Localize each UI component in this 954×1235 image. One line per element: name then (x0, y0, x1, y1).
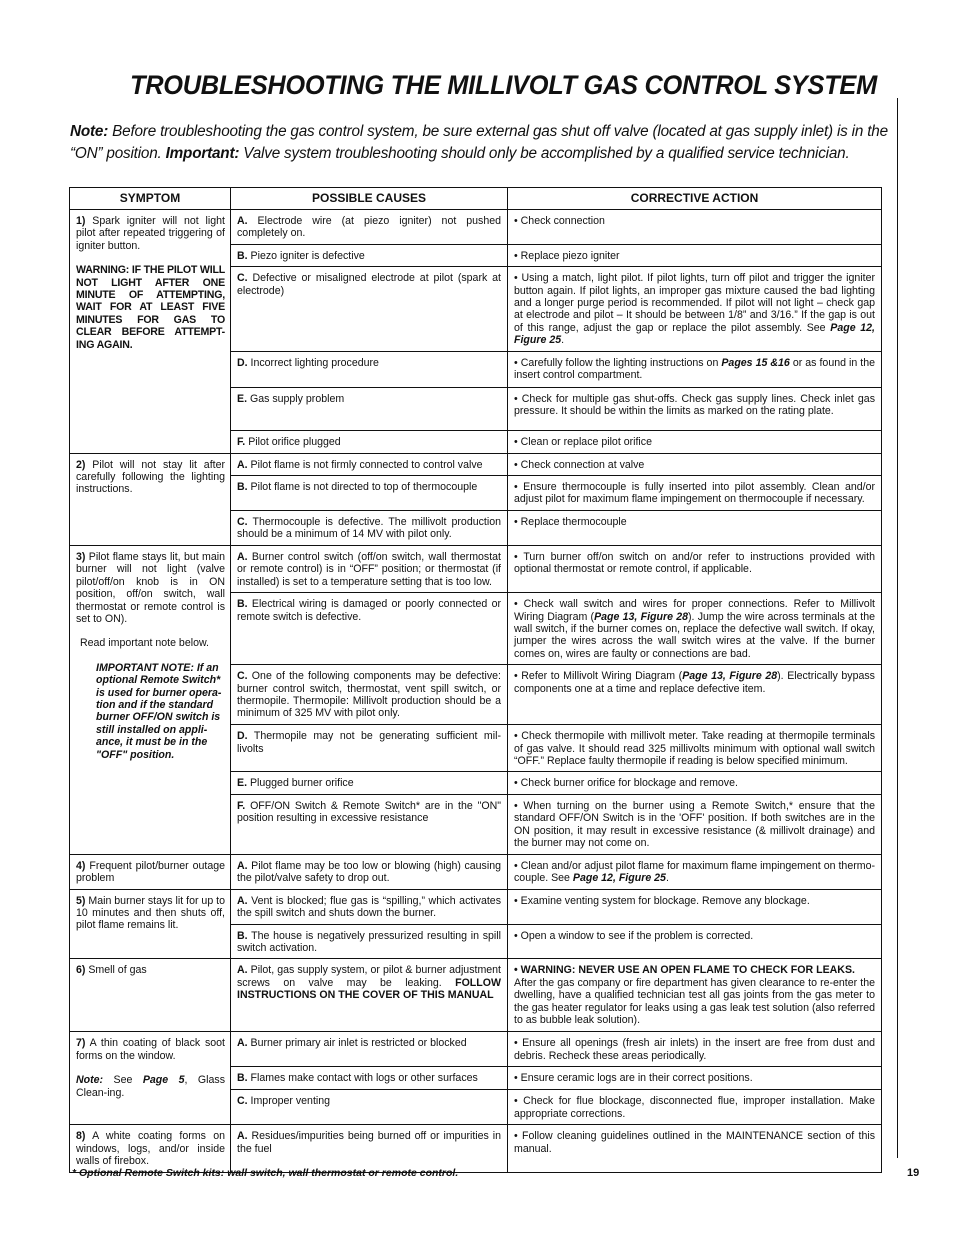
cause-letter: F. (237, 435, 246, 448)
cause-letter: D. (237, 730, 248, 743)
action-text: • Refer to Millivolt Wiring Diagram ( (514, 670, 683, 683)
cause-letter: B. (237, 929, 248, 942)
table-row (70, 854, 882, 889)
symptom-number: 3) (76, 550, 86, 563)
pilot-warning: WARNING: IF THE PILOT WILL NOT LIGHT AFTER ONE MINUTE OF ATTEMPTING, WAIT FOR AT LEAST FIVE MINUTES FOR GAS TO CLEAR BEFORE ATTEMPT-ING AGAIN. (76, 264, 225, 351)
cause-letter: B. (237, 598, 248, 611)
table-header-row (70, 188, 882, 210)
cause-cell (231, 1090, 508, 1125)
header-possible-causes: POSSIBLE CAUSES (231, 188, 508, 210)
page-reference: Page 13, Figure 28 (682, 670, 778, 683)
action-text: • Using a match, light pilot. If pilot lights, turn off pilot and trigger the igniter button again. If pilot lights, an improper gas mixture caused the bad lighting and a longer purge period is recommended. If pilot will not light – check gap at electrode and pilot – It should be between 1/8” and 3/16.” If the gap is out of this range, adjust the gap or replace the pilot assembly. See (514, 272, 875, 334)
cause-cell (231, 1032, 508, 1067)
header-corrective-action: CORRECTIVE ACTION (508, 188, 882, 210)
symptom-text: Spark igniter will not light pilot after repeated triggering of igniter button. (76, 215, 225, 252)
troubleshooting-table (69, 187, 882, 1173)
cause-text: Pilot flame is not directed to top of thermocouple (247, 481, 478, 494)
action-text: • Carefully follow the lighting instructions on (514, 356, 722, 369)
action-cell (508, 351, 882, 387)
cause-letter: B. (237, 1072, 248, 1085)
cause-text: Incorrect lighting procedure (247, 356, 379, 369)
action-cell (508, 854, 882, 889)
action-cell (508, 545, 882, 592)
cause-cell (231, 430, 508, 453)
cause-text: Burner primary air inlet is restricted or blocked (247, 1037, 467, 1050)
cause-text: Electrical wiring is damaged or poorly connected or remote switch is defective. (237, 598, 501, 623)
symptom-text: Pilot will not stay lit after carefully following the lighting instructions. (76, 458, 225, 496)
cause-cell (231, 725, 508, 772)
action-text: • Open a window to see if the problem is corrected. (514, 929, 754, 942)
cause-text: The house is negatively pressurized resulting in spill switch activation. (237, 929, 501, 954)
symptom-text: Main burner stays lit for up to 10 minutes and then shuts off, pilot flame remains lit. (76, 894, 225, 932)
cause-letter: A. (237, 964, 248, 977)
cause-cell (231, 1125, 508, 1172)
symptom-text: A white coating forms on windows, logs, and/or inside walls of firebox. (76, 1130, 225, 1168)
symptom-text: Pilot flame stays lit, but main burner will not light (valve pilot/off/on knob is in ON position, off/on switch, wall thermostat or remote control is set to ON). (76, 550, 225, 625)
symptom-cell-2 (70, 453, 231, 545)
note-label: Note: (76, 1074, 104, 1087)
action-cell (508, 210, 882, 245)
cause-text: Plugged burner orifice (247, 777, 354, 790)
cause-text: Improper venting (247, 1095, 331, 1108)
cause-text: Burner control switch (off/on switch, wall thermostat or remote control) is in “OFF” position; or thermostat (if installed) is set to a temperature setting that is too low. (237, 550, 501, 588)
cause-cell (231, 794, 508, 854)
page-reference: Pages 15 &16 (721, 356, 790, 369)
symptom-number: 6) (76, 964, 86, 977)
cause-text: Electrode wire (at piezo igniter) not pushed completely on. (237, 215, 501, 240)
cause-letter: C. (237, 272, 248, 285)
cause-letter: E. (237, 777, 248, 790)
symptom-cell-6 (70, 959, 231, 1032)
symptom-number: 1) (76, 215, 86, 227)
cause-letter: E. (237, 392, 248, 405)
action-text-post: or as found in the insert control compartment. (514, 356, 875, 382)
action-text: • Check thermopile with millivolt meter. Take reading at thermopile terminals of gas valve. It should read 325 millivolts minimum with optional wall switch “OFF.” Replace faulty thermopile if reading is below specified minimum. (514, 730, 875, 767)
symptom-note (76, 1074, 225, 1099)
cause-cell (231, 889, 508, 924)
action-cell (508, 889, 882, 924)
table-row (70, 545, 882, 592)
action-text: After the gas company or fire department has given clearance to re-enter the dwelling, have a qualified technician test all gas joints from the gas meter to the gas heater regulator for leaks using a gas leak test solution (also referred to as bubble leak solution). (514, 976, 875, 1026)
symptom-cell-4 (70, 854, 231, 889)
right-margin-rule (897, 98, 898, 1158)
cause-cell (231, 387, 508, 430)
cause-letter: A. (237, 215, 248, 227)
symptom-number: 2) (76, 458, 86, 471)
cause-text: Pilot orifice plugged (245, 435, 341, 448)
cause-cell (231, 267, 508, 351)
cause-cell (231, 351, 508, 387)
symptom-cell-3 (70, 545, 231, 854)
cause-text: Flames make contact with logs or other surfaces (247, 1072, 478, 1085)
action-text-post: ). Jump the wire across terminals at the wall switch, if the burner comes on, replace the defective wall switch. If okay, jumper the wires across the wall switch wires at the valve. If the burner comes on, wires are faulty or connections are bad. (514, 610, 875, 660)
action-cell (508, 1067, 882, 1090)
table-row (70, 1125, 882, 1172)
note-text: See (103, 1074, 143, 1087)
action-text-post: . (665, 872, 669, 885)
cause-letter: B. (237, 249, 248, 262)
symptom-number: 5) (76, 894, 86, 907)
action-cell (508, 593, 882, 665)
symptom-number: 4) (76, 859, 86, 872)
symptom-text: A thin coating of black soot forms on the window. (76, 1037, 225, 1062)
cause-text: Thermocouple is defective. The millivolt production should be a minimum of 14 MV with pilot only. (237, 515, 501, 541)
action-cell (508, 794, 882, 854)
action-text: • Replace piezo igniter (514, 249, 620, 262)
page-number: 19 (907, 1167, 920, 1179)
cause-cell (231, 476, 508, 511)
action-text-post: ). Electrically bypass components one at a time and replace defective item. (514, 670, 875, 695)
symptom-number: 8) (76, 1130, 86, 1143)
cause-cell (231, 593, 508, 665)
action-text: • Replace thermocouple (514, 515, 627, 528)
action-cell (508, 1125, 882, 1172)
cause-letter: A. (237, 894, 248, 907)
table-row (70, 959, 882, 1032)
cause-text: One of the following components may be defective: burner control switch, thermostat, vent spill switch, or thermopile. Thermopile: Millivolt production should be a minimum of 325 MV with pilot only. (237, 670, 501, 720)
symptom-cell-1 (70, 210, 231, 454)
cause-text: Defective or misaligned electrode at pilot (spark at electrode) (237, 272, 501, 297)
note-text-post: , Glass Clean-ing. (76, 1074, 225, 1099)
action-text: • Ensure thermocouple is fully inserted into pilot assembly. Clean and/or adjust pilot for maximum flame impingement on thermocouple if necessary. (514, 481, 875, 506)
cause-text: Residues/impurities being burned off or impurities in the fuel (237, 1130, 501, 1155)
important-label: Important: (165, 145, 240, 162)
action-text: • Follow cleaning guidelines outlined in the MAINTENANCE section of this manual. (514, 1130, 875, 1155)
action-text: • Clean and/or adjust pilot flame for maximum flame impingement on thermo-couple. See (514, 859, 875, 885)
page-reference: Page 12, Figure 25 (572, 872, 666, 885)
header-symptom: SYMPTOM (70, 188, 231, 210)
cause-cell (231, 924, 508, 959)
footnote: * Optional Remote Switch kits: wall switch, wall thermostat or remote control. (72, 1167, 459, 1179)
cause-cell (231, 854, 508, 889)
action-text: • Turn burner off/on switch on and/or refer to instructions provided with optional thermostat or remote control, if applicable. (514, 550, 875, 576)
cause-text: Thermopile may not be generating sufficient mil-livolts (237, 730, 501, 755)
action-text: • Examine venting system for blockage. Remove any blockage. (514, 894, 810, 907)
cause-text: Piezo igniter is defective (247, 249, 365, 262)
cause-cell (231, 1067, 508, 1090)
symptom-text: Smell of gas (85, 964, 147, 977)
action-text: • Check connection at valve (514, 458, 645, 471)
action-text: • Ensure ceramic logs are in their correct positions. (514, 1072, 753, 1085)
action-text-post: . (561, 334, 565, 347)
cause-letter: A. (237, 1130, 248, 1143)
cause-letter: F. (237, 799, 246, 812)
action-text: • When turning on the burner using a Remote Switch,* ensure that the standard OFF/ON Switch is in the 'OFF' position. If both switches are in the ON position, it may result in excessive resistance (& millivolt drainage) and the burner may not come on. (514, 799, 875, 849)
cause-text: Gas supply problem (247, 392, 345, 405)
action-text: • Ensure all openings (fresh air inlets) in the insert are free from dust and debris. Recheck these areas periodically. (514, 1037, 875, 1062)
action-cell (508, 267, 882, 351)
cause-letter: A. (237, 1037, 248, 1050)
table-row (70, 210, 882, 245)
action-cell (508, 387, 882, 430)
action-cell (508, 924, 882, 959)
cause-letter: C. (237, 1095, 248, 1108)
cause-cell (231, 210, 508, 245)
page-title: TROUBLESHOOTING THE MILLIVOLT GAS CONTROL SYSTEM (130, 70, 877, 100)
symptom-cell-7 (70, 1032, 231, 1125)
symptom-cell-8 (70, 1125, 231, 1172)
table-row (70, 889, 882, 924)
action-cell (508, 1090, 882, 1125)
page-reference: Page 5 (142, 1074, 185, 1087)
important-note-remote-switch: IMPORTANT NOTE: If an optional Remote Switch* is used for burner opera-tion and if the standard burner OFF/ON switch is still installed on appli-ance, it must be in the "OFF" position. (96, 661, 222, 761)
symptom-cell-5 (70, 889, 231, 959)
intro-note (70, 121, 890, 165)
action-cell (508, 244, 882, 266)
cause-letter: A. (237, 550, 248, 563)
cause-text: OFF/ON Switch & Remote Switch* are in the "ON" position resulting in excessive resistance (237, 799, 501, 825)
page-reference: Page 12, Figure 25 (514, 321, 875, 347)
cause-bold-text: FOLLOW INSTRUCTIONS ON THE COVER OF THIS MANUAL (237, 976, 501, 1002)
cause-text: Pilot, gas supply system, or pilot & burner adjustment screws on valve may be leaking. (237, 964, 501, 989)
important-text: Valve system troubleshooting should only be accomplished by a qualified service technician. (239, 145, 850, 162)
cause-letter: B. (237, 481, 248, 494)
symptom-number: 7) (76, 1037, 86, 1050)
action-text: • Clean or replace pilot orifice (514, 435, 652, 448)
action-cell (508, 1032, 882, 1067)
cause-cell (231, 244, 508, 266)
action-text: • Check wall switch and wires for proper connections. Refer to Millivolt Wiring Diagram ( (514, 598, 875, 623)
action-cell (508, 665, 882, 725)
leak-warning: • WARNING: NEVER USE AN OPEN FLAME TO CHECK FOR LEAKS. (514, 964, 855, 977)
cause-letter: D. (237, 356, 248, 369)
cause-cell (231, 959, 508, 1032)
cause-cell (231, 453, 508, 475)
action-text: • Check connection (514, 215, 605, 227)
page-reference: Page 13, Figure 28 (594, 610, 689, 623)
cause-cell (231, 772, 508, 794)
cause-text: Pilot flame may be too low or blowing (high) causing the pilot/valve safety to drop out. (237, 859, 501, 885)
cause-letter: A. (237, 859, 248, 872)
action-cell (508, 959, 882, 1032)
table-row (70, 1032, 882, 1067)
action-cell (508, 453, 882, 475)
cause-cell (231, 510, 508, 545)
cause-letter: C. (237, 515, 248, 528)
action-text: • Check burner orifice for blockage and remove. (514, 777, 738, 790)
action-cell (508, 772, 882, 794)
note-text: Before troubleshooting the gas control system, be sure external gas shut off valve (located at gas supply inlet) is in the “ON” position. (70, 123, 888, 162)
cause-letter: C. (237, 670, 248, 683)
cause-cell (231, 665, 508, 725)
action-cell (508, 725, 882, 772)
read-note-text: Read important note below. (80, 637, 209, 650)
symptom-text: Frequent pilot/burner outage problem (76, 859, 225, 885)
cause-text: Vent is blocked; flue gas is “spilling,” which activates the spill switch and shuts down the burner. (237, 894, 501, 919)
action-cell (508, 430, 882, 453)
cause-letter: A. (237, 458, 248, 471)
action-cell (508, 476, 882, 511)
table-row (70, 453, 882, 475)
action-cell (508, 510, 882, 545)
cause-text: Pilot flame is not firmly connected to control valve (247, 458, 483, 471)
note-label: Note: (70, 123, 109, 140)
action-text: • Check for multiple gas shut-offs. Check gas supply lines. Check inlet gas pressure. It should be within the limits as marked on the rating plate. (514, 392, 875, 418)
cause-cell (231, 545, 508, 592)
action-text: • Check for flue blockage, disconnected flue, improper installation. Make appropriate corrections. (514, 1095, 875, 1120)
